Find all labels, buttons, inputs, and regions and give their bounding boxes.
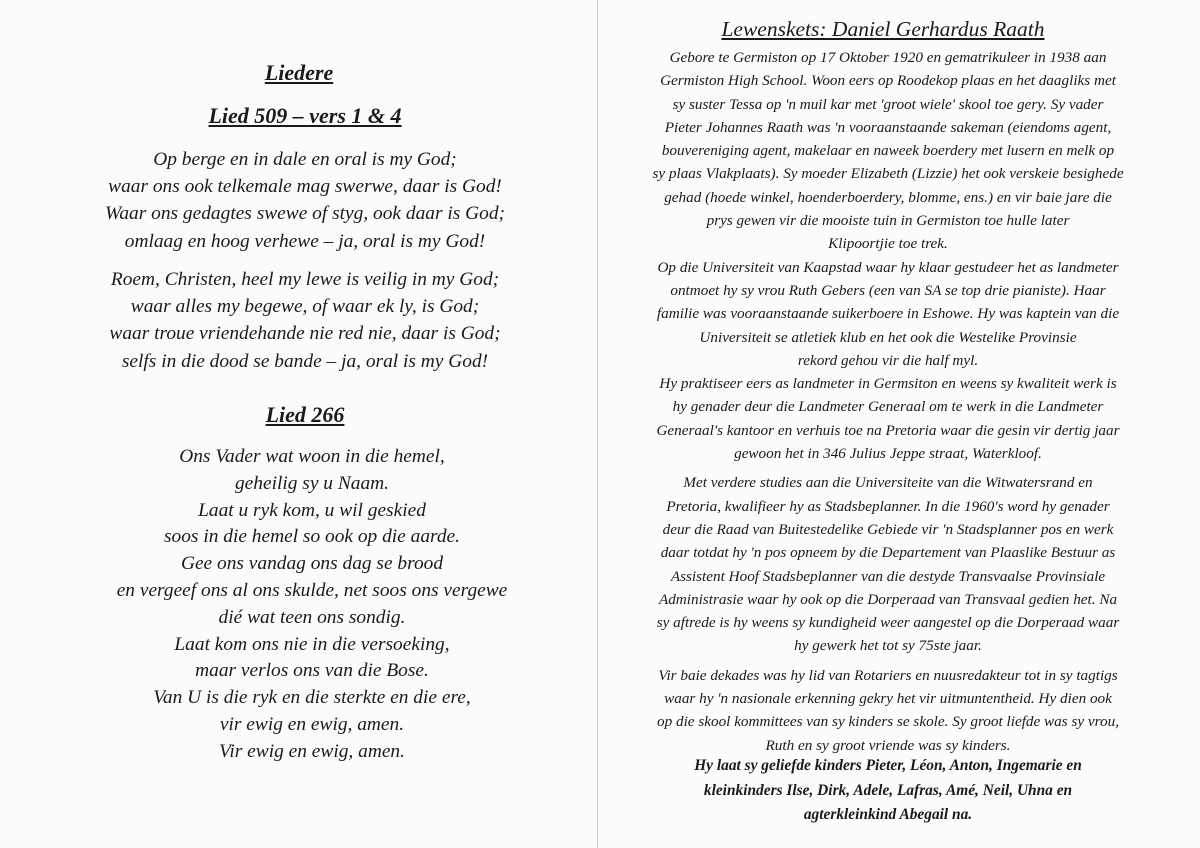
text-line: daar totdat hy 'n pos opneem by die Departement van Plaaslike Bestuur as [660,544,1116,562]
verse-line: dié wat teen ons sondig. [218,606,406,628]
verse-line: Roem, Christen, heel my lewe is veilig in my God; [110,269,500,290]
text-line: hy genader deur die Landmeter Generaal om te werk in die Landmeter [672,398,1104,416]
biography-paragraph [598,372,1178,465]
text-line: deur die Raad van Buitestedelike Gebiede vir 'n Stadsplanner pos en werk [662,520,1114,538]
text-line: prys gewen vir die mooiste tuin in Germiston toe hulle later [706,212,1070,230]
text-line: Op die Universiteit van Kaapstad waar hy klaar gestudeer het as landmeter [657,258,1119,276]
text-line: sy suster Tessa op 'n muil kar met 'groot wiele' skool toe gery. Sy vader [672,95,1104,113]
verse-line: waar alles my begewe, of waar ek ly, is God; [130,296,480,318]
biography-paragraph [598,256,1178,372]
hymns-heading: Liedere [264,60,334,85]
text-line: kleinkinders Ilse, Dirk, Adele, Lafras, Amé, Neil, Uhna en [703,781,1073,799]
hymn-266-title: Lied 266 [265,402,345,427]
verse-line: Laat kom ons nie in die versoeking, [174,633,450,655]
text-line: Universiteit se atletiek klub en het ook die Westelike Provinsie [699,328,1077,346]
left-page [0,0,598,848]
verse-line: Waar ons gedagtes swewe of styg, ook daar is God; [104,203,505,225]
text-line: Ruth en sy groot vriende was sy kinders. [765,736,1011,754]
verse-line: Van U is die ryk en die sterkte en die ere, [153,687,471,709]
verse-line: selfs in die dood se bande – ja, oral is my God! [121,350,489,372]
verse-line: vir ewig en ewig, amen. [219,713,405,735]
verse-line: waar troue vriendehande nie red nie, daar is God; [109,323,501,345]
text-line: Vir baie dekades was hy lid van Rotariers en nuusredakteur tot in sy tagtigs [658,666,1118,684]
text-line: Hy laat sy geliefde kinders Pieter, Léon, Anton, Ingemarie en [694,757,1082,774]
text-line: Met verdere studies aan die Universiteite van die Witwatersrand en [683,474,1093,492]
text-line: gehad (hoede winkel, hoenderboerdery, blomme, ens.) en vir baie jare die [664,188,1112,206]
biography-paragraph [598,471,1178,657]
text-line: hy gewerk het tot sy 75ste jaar. [794,637,982,655]
verse-line: maar verlos ons van die Bose. [195,660,429,682]
text-line: Gebore te Germiston op 17 Oktober 1920 en gematrikuleer in 1938 aan [669,49,1107,66]
biography-paragraph [598,46,1178,256]
right-page [598,0,1200,848]
verse-line: Vir ewig en ewig, amen. [219,740,405,762]
biography-title: Lewenskets: Daniel Gerhardus Raath [721,17,1045,41]
verse-line: geheilig sy u Naam. [234,472,390,494]
verse-line: Op berge en in dale en oral is my God; [153,149,457,170]
text-line: Germiston High School. Woon eers op Roodekop plaas en het daagliks met [660,72,1116,90]
hymn-266-text [0,444,624,766]
hymn-509-stanza-4 [0,266,610,375]
text-line: familie was vooraanstaande suikerboere in Eshowe. Hy was kaptein van die [656,305,1120,323]
verse-line: omlaag en hoog verhewe – ja, oral is my God! [124,230,486,252]
text-line: sy plaas Vlakplaats). Sy moeder Elizabeth (Lizzie) het ook verskeie besighede [652,165,1124,183]
verse-line: Laat u ryk kom, u wil geskied [198,499,426,521]
text-line: Assistent Hoof Stadsbeplanner van die destyde Transvaalse Provinsiale [670,567,1106,585]
text-line: sy aftrede is hy weens sy kundigheid weer aangestel op die Dorperaad waar [656,614,1120,632]
text-line: gewoon het in 346 Julius Jeppe straat, Waterkloof. [734,445,1042,463]
text-line: Generaal's kantoor en verhuis toe na Pretoria waar die gesin vir dertig jaar [656,421,1120,439]
verse-line: Ons Vader wat woon in die hemel, [179,446,445,467]
text-line: ontmoet hy sy vrou Ruth Gebers (een van SA se top drie pianiste). Haar [670,281,1106,299]
text-line: bouvereniging agent, makelaar en naweek boerdery met lusern en melk op [661,142,1115,160]
biography-text [598,46,1178,757]
text-line: agterkleinkind Abegail na. [803,806,973,823]
verse-line: Gee ons vandag ons dag se brood [180,553,444,575]
text-line: Pretoria, kwalifieer hy as Stadsbeplanner. In die 1960's word hy genader [666,497,1110,515]
text-line: Pieter Johannes Raath was 'n vooraanstaande sakeman (eiendoms agent, [664,118,1112,136]
verse-line: en vergeef ons al ons skulde, net soos ons vergewe [116,579,508,601]
survivors-note [598,754,1178,828]
verse-line: waar ons ook telkemale mag swerwe, daar is God! [108,176,502,198]
text-line: Administrasie waar hy ook op die Dorperaad van Transvaal gedien het. Na [658,590,1118,608]
text-line: waar hy 'n nasionale erkenning gekry het vir uitmuntentheid. Hy dien ook [664,690,1112,708]
biography-paragraph [598,664,1178,757]
text-line: Klipoortjie toe trek. [828,235,948,253]
hymn-509-title: Lied 509 – vers 1 & 4 [208,103,402,128]
text-line: Hy praktiseer eers as landmeter in Germsiton en weens sy kwaliteit werk is [659,375,1117,393]
verse-line: soos in die hemel so ook op die aarde. [163,526,461,548]
text-line: op die skool kommittees van sy kinders se skole. Sy groot liefde was sy vrou, [657,713,1119,731]
text-line: rekord gehou vir die half myl. [797,351,979,369]
hymn-509-stanza-1 [0,146,610,255]
